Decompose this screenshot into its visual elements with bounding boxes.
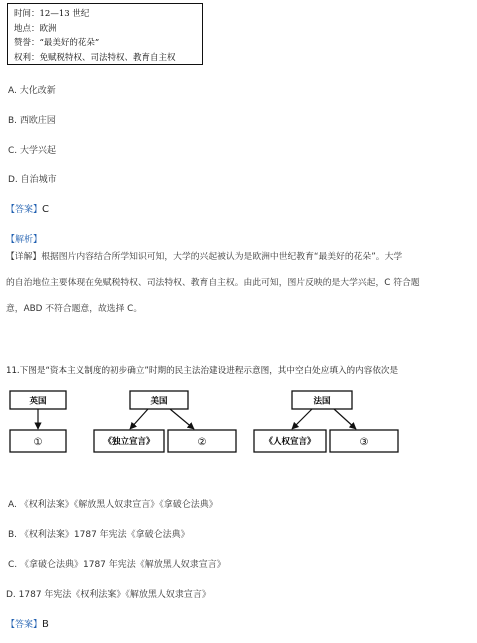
arrow-france-left: [292, 409, 312, 429]
blank-1: ①: [33, 437, 43, 448]
q10-option-a[interactable]: A. 大化改新: [8, 86, 56, 96]
info-rights: 权利：免赋税特权、司法特权、教育自主权: [14, 52, 176, 63]
q10-option-d[interactable]: D. 自治城市: [8, 175, 57, 185]
q10-answer: [6, 202, 49, 215]
doc-independence: 《独立宣言》: [103, 437, 155, 447]
q11-option-b[interactable]: B. 《权利法案》1787 年宪法《拿破仑法典》: [8, 530, 190, 540]
q11-option-d[interactable]: D. 1787 年宪法《权利法案》《解放黑人奴隶宣言》: [6, 590, 211, 600]
info-praise: 赞誉：“最美好的花朵”: [14, 38, 100, 48]
q11-diagram: [0, 385, 477, 465]
blank-3: ③: [359, 437, 369, 448]
arrow-us-left: [130, 409, 148, 429]
info-place: 地点：欧洲: [14, 23, 57, 34]
country-us: 美国: [150, 396, 168, 407]
q10-analysis-label: 【解析】: [6, 235, 43, 245]
q11-question: 11.下图是“资本主义制度的初步确立”时期的民主法治建设进程示意图，其中空白处应填入的内容依次是: [6, 366, 399, 376]
q10-option-b[interactable]: B. 西欧庄园: [8, 116, 56, 126]
country-france: 法国: [313, 396, 331, 407]
q11-option-c[interactable]: C. 《拿破仑法典》1787 年宪法《解放黑人奴隶宣言》: [8, 560, 226, 570]
answer-value: C: [42, 204, 49, 215]
answer-label: 【答案】: [6, 205, 43, 215]
q10-option-c[interactable]: C. 大学兴起: [8, 146, 57, 156]
info-box: [7, 3, 203, 65]
answer-value: B: [42, 619, 49, 630]
q11-answer: [6, 617, 49, 630]
explanation-line-1: 【详解】根据图片内容结合所学知识可知，大学的兴起被认为是欧洲中世纪教育“最美好的花朵”。大学: [6, 252, 403, 262]
arrow-us-right: [170, 409, 194, 429]
france-branch: [254, 391, 398, 452]
explanation-line-3: 意，ABD 不符合题意，故选择 C。: [6, 304, 143, 314]
us-branch: [94, 391, 236, 452]
q11-option-a[interactable]: A. 《权利法案》《解放黑人奴隶宣言》《拿破仑法典》: [8, 500, 218, 510]
uk-branch: [10, 391, 66, 452]
explanation-line-2: 的自治地位主要体现在免赋税特权、司法特权、教育自主权。由此可知，图片反映的是大学兴起，C 符合题: [6, 278, 420, 288]
country-uk: 英国: [29, 396, 47, 407]
answer-label: 【答案】: [6, 620, 43, 630]
info-time: 时间：12—13 世纪: [14, 9, 90, 19]
arrow-france-right: [334, 409, 356, 429]
blank-2: ②: [197, 437, 207, 448]
doc-rights-of-man: 《人权宣言》: [264, 437, 316, 447]
q10-explanation: [6, 244, 420, 322]
